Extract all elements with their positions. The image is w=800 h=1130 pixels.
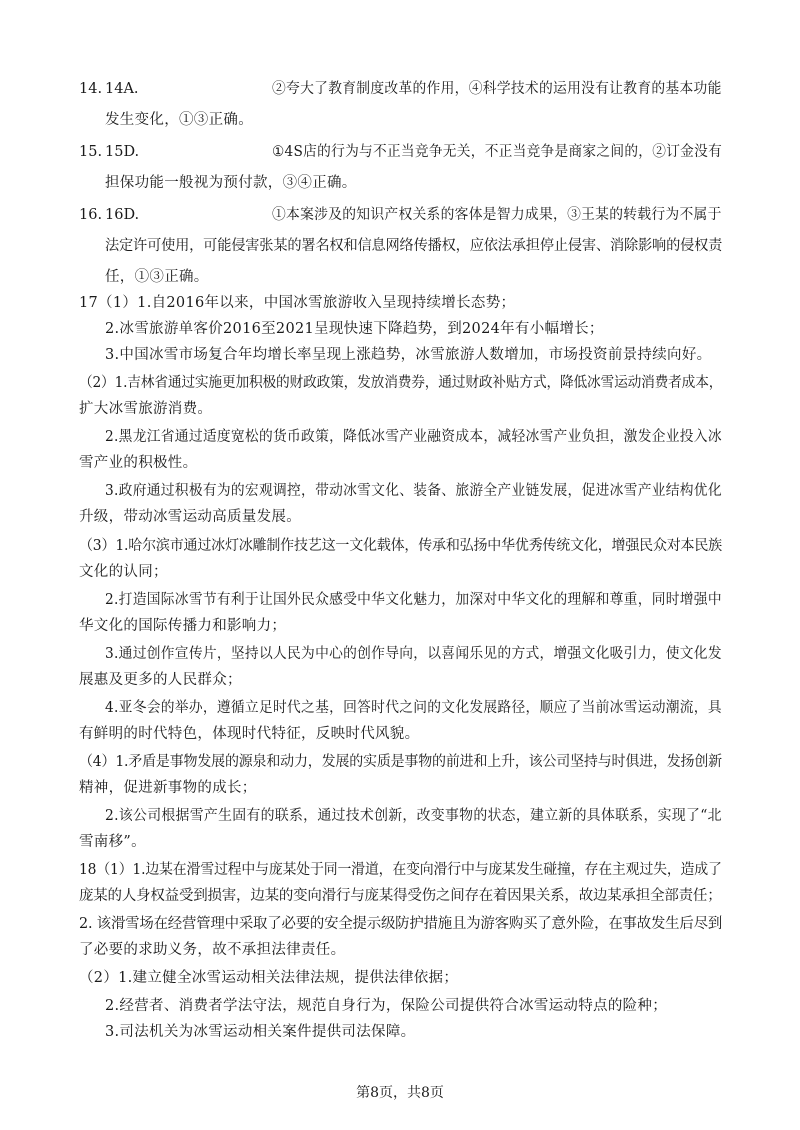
- q17-line: 有鲜明的时代特色，体现时代特征，反映时代风貌。: [79, 726, 420, 742]
- q18-line: 18（1）1.边某在滑雪过程中与庞某处于同一滑道，在变向滑行中与庞某发生碰撞，存在主观过失，造成了: [79, 862, 722, 878]
- q15-line-1: ①4S店的行为与不正当竞争无关，不正当竞争是商家之间的，②订金没有: [272, 144, 723, 160]
- q14-line-1: ②夸大了教育制度改革的作用，④科学技术的运用没有让教育的基本功能: [272, 81, 722, 97]
- q17-line: 升级，带动冰雪运动高质量发展。: [79, 509, 301, 525]
- q17-line: 文化的认同；: [79, 564, 168, 580]
- q18-line: 2.经营者、消费者学法守法，规范自身行为，保险公司提供符合冰雪运动特点的险种；: [105, 998, 668, 1014]
- q18-line: 2. 该滑雪场在经营管理中采取了必要的安全提示级防护措施且为游客购买了意外险，在事故发生后尽到: [79, 916, 723, 932]
- q17-line: 3.政府通过积极有为的宏观调控，带动冰雪文化、装备、旅游全产业链发展，促进冰雪产业结构优化: [105, 483, 722, 499]
- q17-line: 展惠及更多的人民群众；: [79, 672, 242, 688]
- q16-number: 16.: [79, 207, 103, 223]
- q16-line-3: 任，①③正确。: [105, 269, 209, 285]
- q14-line-2: 发生变化，①③正确。: [105, 112, 253, 128]
- q17-line: 精神，促进新事物的成长；: [79, 780, 257, 796]
- page-footer: 第8页，共8页: [356, 1085, 444, 1101]
- q16-line-1: ①本案涉及的知识产权关系的客体是智力成果，③王某的转载行为不属于: [272, 207, 722, 223]
- q15-number: 15.: [79, 144, 103, 160]
- q17-line: 3.中国冰雪市场复合年均增长率呈现上涨趋势，冰雪旅游人数增加，市场投资前景持续向好。: [105, 347, 712, 363]
- q17-line: 华文化的国际传播力和影响力；: [79, 618, 287, 634]
- q17-line: 2.黑龙江省通过适度宽松的货币政策，降低冰雪产业融资成本，减轻冰雪产业负担，激发企业投入冰: [105, 429, 722, 445]
- q18-line: 了必要的求助义务，故不承担法律责任。: [79, 942, 346, 958]
- q15-line-2: 担保功能一般视为预付款，③④正确。: [105, 175, 357, 191]
- q18-line: 庞某的人身权益受到损害，边某的变向滑行与庞某得受伤之间存在着因果关系，故边某承担全部责任；: [79, 888, 722, 904]
- q16-answer: 16D.: [105, 207, 140, 223]
- q18-line: （2）1.建立健全冰雪运动相关法律法规，提供法律依据；: [79, 970, 459, 986]
- q17-line: 3.通过创作宣传片，坚持以人民为中心的创作导向，以喜闻乐见的方式，增强文化吸引力，使文化发: [105, 646, 722, 662]
- q17-line: 扩大冰雪旅游消费。: [79, 401, 213, 417]
- q17-line: 雪产业的积极性。: [79, 455, 198, 471]
- q15-answer: 15D.: [105, 144, 140, 160]
- q14-answer: 14A.: [105, 81, 139, 97]
- q16-line-2: 法定许可使用，可能侵害张某的署名权和信息网络传播权，应依法承担停止侵害、消除影响的侵权责: [105, 238, 723, 254]
- q17-line: 雪南移”。: [79, 834, 146, 850]
- q17-line: 2.打造国际冰雪节有利于让国外民众感受中华文化魅力，加深对中华文化的理解和尊重，同时增强中: [105, 592, 722, 608]
- q17-line: （2）1.吉林省通过实施更加积极的财政政策，发放消费券，通过财政补贴方式，降低冰雪运动消费者成本，: [79, 375, 723, 391]
- q18-line: 3.司法机关为冰雪运动相关案件提供司法保障。: [105, 1024, 416, 1040]
- q17-line: 2.该公司根据雪产生固有的联系，通过技术创新，改变事物的状态，建立新的具体联系，实现了“北: [105, 808, 722, 824]
- q17-line: 4.亚冬会的举办，遵循立足时代之基，回答时代之问的文化发展路径，顺应了当前冰雪运动潮流，具: [105, 700, 722, 716]
- q17-line: （4）1.矛盾是事物发展的源泉和动力，发展的实质是事物的前进和上升，该公司坚持与时俱进，发扬创新: [79, 754, 722, 770]
- q17-line: （3）1.哈尔滨市通过冰灯冰雕制作技艺这一文化载体，传承和弘扬中华优秀传统文化，增强民众对本民族: [79, 538, 722, 554]
- q17-line: 17（1）1.自2016年以来，中国冰雪旅游收入呈现持续增长态势；: [79, 295, 516, 311]
- q17-line: 2.冰雪旅游单客价2016至2021呈现快速下降趋势，到2024年有小幅增长；: [105, 321, 604, 337]
- q14-number: 14.: [79, 81, 103, 97]
